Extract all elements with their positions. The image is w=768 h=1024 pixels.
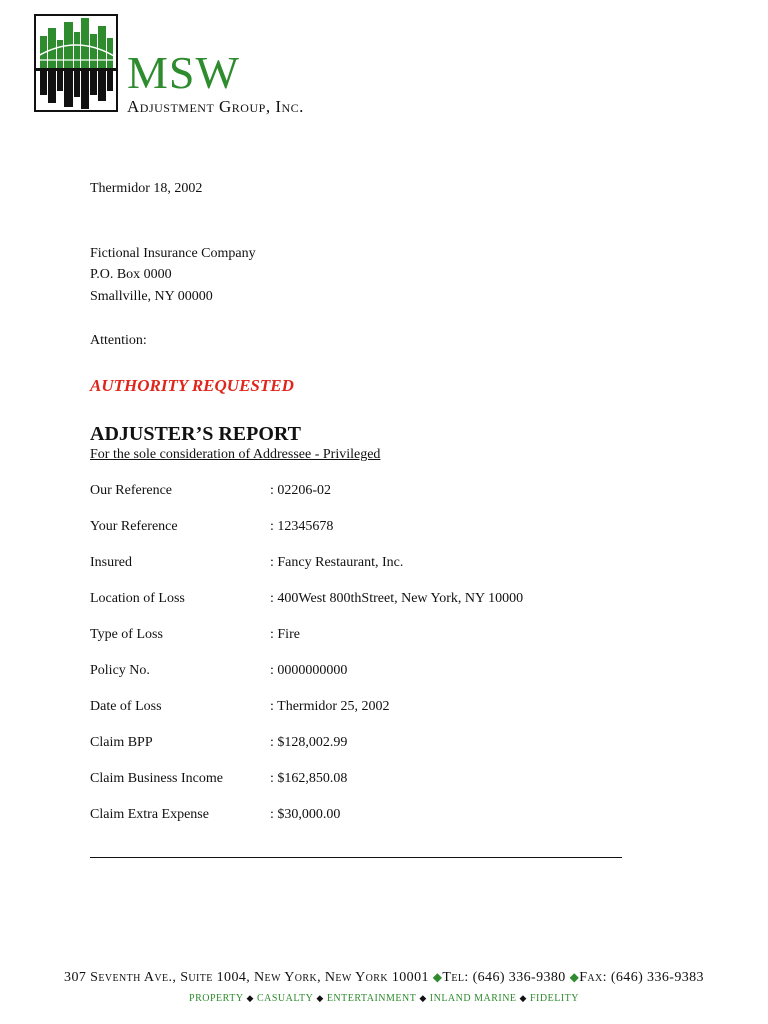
field-row-policy-no (90, 663, 650, 681)
field-row-your-reference (90, 519, 650, 537)
field-row-insured (90, 555, 650, 573)
report-subtitle: For the sole consideration of Addressee - Privileged (90, 447, 381, 462)
field-row-our-reference (90, 483, 650, 501)
field-row-claim-bpp (90, 735, 650, 753)
field-value: : Fire (270, 627, 300, 642)
diamond-icon: ◆ (519, 993, 527, 1003)
field-label: Policy No. (90, 663, 150, 678)
field-label: Your Reference (90, 519, 178, 534)
authority-requested-heading: AUTHORITY REQUESTED (90, 376, 294, 395)
footer-tel: Tel: (646) 336-9380 (442, 970, 566, 985)
field-value: : Fancy Restaurant, Inc. (270, 555, 404, 570)
recipient-line-3: Smallville, NY 00000 (90, 289, 213, 304)
diamond-icon: ◆ (569, 970, 580, 984)
line-of-business: ENTERTAINMENT (326, 993, 417, 1004)
field-row-location-of-loss (90, 591, 650, 609)
field-label: Claim BPP (90, 735, 153, 750)
field-value: : 400West 800thStreet, New York, NY 10000 (270, 591, 524, 606)
field-row-type-of-loss (90, 627, 650, 645)
divider-line (90, 857, 622, 858)
field-label: Type of Loss (90, 627, 163, 642)
line-of-business: INLAND MARINE (429, 993, 517, 1004)
diamond-icon: ◆ (432, 970, 443, 984)
brand-subtitle: Adjustment Group, Inc. (127, 97, 304, 116)
letter-date: Thermidor 18, 2002 (90, 181, 203, 196)
field-label: Date of Loss (90, 699, 162, 714)
recipient-line-2: P.O. Box 0000 (90, 267, 172, 282)
field-row-claim-business-income (90, 771, 650, 789)
line-of-business: FIDELITY (529, 993, 579, 1004)
skyline-logo-icon (36, 16, 116, 110)
brand-name: MSW (127, 47, 240, 98)
recipient-line-1: Fictional Insurance Company (90, 246, 256, 261)
field-value: : 12345678 (270, 519, 334, 534)
diamond-icon: ◆ (419, 993, 427, 1003)
field-label: Location of Loss (90, 591, 185, 606)
field-value: : $162,850.08 (270, 771, 348, 786)
footer-business-lines (0, 993, 768, 1004)
company-logo (34, 14, 118, 112)
field-label: Claim Extra Expense (90, 807, 209, 822)
field-value: : $30,000.00 (270, 807, 341, 822)
field-value: : Thermidor 25, 2002 (270, 699, 390, 714)
diamond-icon: ◆ (316, 993, 324, 1003)
field-label: Claim Business Income (90, 771, 223, 786)
line-of-business: PROPERTY (189, 993, 244, 1004)
field-label: Insured (90, 555, 132, 570)
field-row-claim-extra-expense (90, 807, 650, 825)
attention-label: Attention: (90, 333, 147, 348)
footer-address: 307 Seventh Ave., Suite 1004, New York, New York 10001 (64, 970, 429, 985)
field-label: Our Reference (90, 483, 173, 498)
field-value: : 0000000000 (270, 663, 348, 678)
footer-address-line (0, 970, 768, 986)
line-of-business: CASUALTY (256, 993, 314, 1004)
field-row-date-of-loss (90, 699, 650, 717)
diamond-icon: ◆ (246, 993, 254, 1003)
footer-fax: Fax: (646) 336-9383 (579, 970, 704, 985)
report-title: ADJUSTER’S REPORT (90, 423, 301, 445)
field-value: : 02206-02 (270, 483, 332, 498)
field-value: : $128,002.99 (270, 735, 348, 750)
